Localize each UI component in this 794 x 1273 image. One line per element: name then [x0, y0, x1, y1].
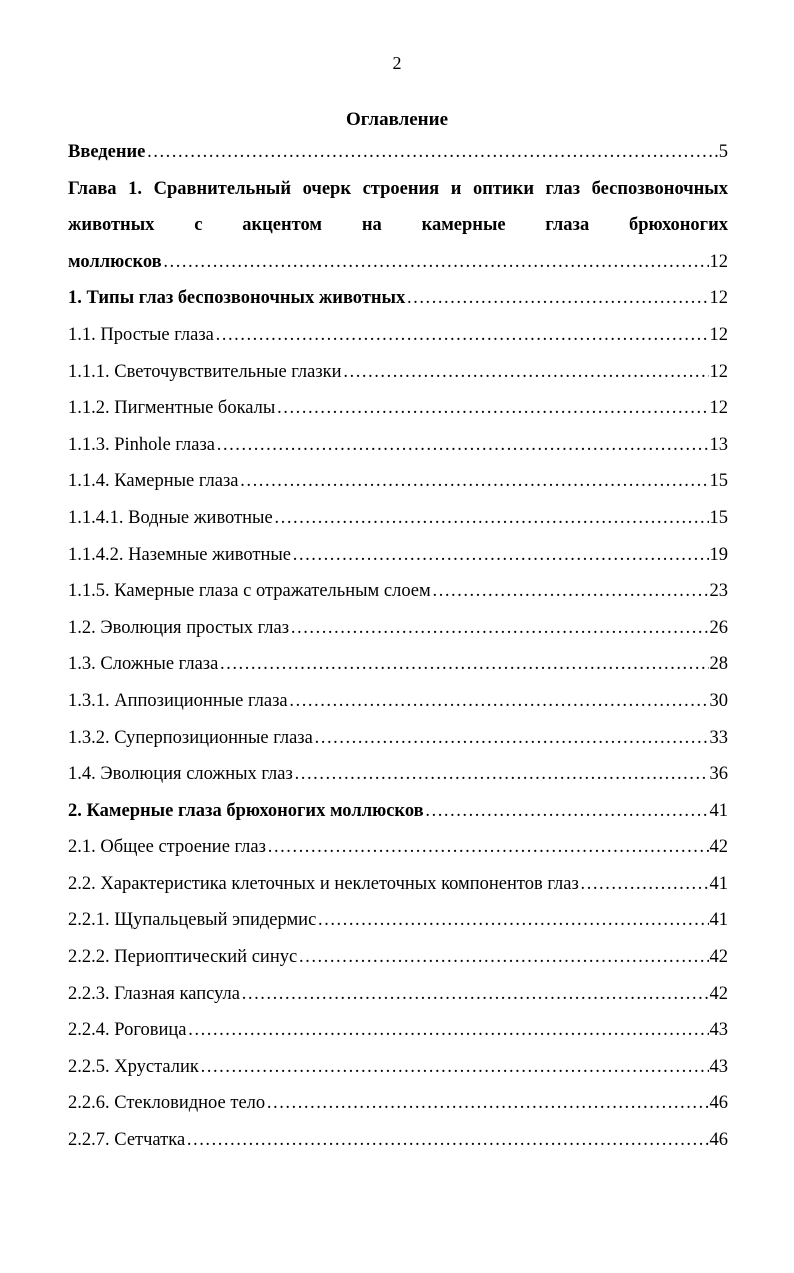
toc-leader-dots [240, 463, 709, 500]
toc-entry-page: 46 [709, 1093, 728, 1114]
toc-chapter-1-word: животных [68, 215, 155, 236]
toc-entry[interactable] [68, 463, 728, 500]
toc-entry-title: 2.2. Характеристика клеточных и неклеточных компонентов глаз [68, 873, 579, 894]
toc-entry-page: 12 [709, 251, 728, 272]
toc-entry-page: 41 [709, 800, 728, 821]
toc-entry-page: 15 [709, 507, 728, 528]
toc-leader-dots [266, 1085, 708, 1122]
toc-entry-page: 12 [709, 398, 728, 419]
toc-entry[interactable] [68, 500, 728, 537]
toc-chapter-1-word: брюхоногих [629, 215, 728, 236]
toc-entry[interactable] [68, 646, 728, 683]
toc-entry-page: 12 [709, 361, 728, 382]
toc-entry-title: 1.1. Простые глаза [68, 324, 214, 345]
toc-entry-page: 41 [709, 910, 728, 931]
toc-entry-title: 1.1.4. Камерные глаза [68, 471, 239, 492]
toc-entry-page: 41 [709, 873, 728, 894]
toc-chapter-1-word: акцентом [242, 215, 323, 236]
toc-chapter-1-line-3[interactable] [68, 244, 728, 281]
toc-entry-title: 1.1.1. Светочувствительные глазки [68, 361, 342, 382]
toc-entry-title: 1.2. Эволюция простых глаз [68, 617, 290, 638]
toc-entry-title: 2. Камерные глаза брюхоногих моллюсков [68, 800, 424, 821]
toc-entry[interactable] [68, 793, 728, 830]
toc-leader-dots [215, 317, 709, 354]
toc-leader-dots [187, 1012, 708, 1049]
toc-leader-dots [146, 134, 713, 171]
toc-leader-dots [425, 793, 709, 830]
toc-entry-page: 36 [709, 764, 728, 785]
toc-entry[interactable] [68, 427, 728, 464]
toc-entry-title: 2.2.3. Глазная капсула [68, 983, 240, 1004]
toc-entry-page: 30 [709, 690, 728, 711]
toc-entry[interactable] [68, 902, 728, 939]
toc-entry[interactable] [68, 683, 728, 720]
table-of-contents [68, 134, 728, 1159]
toc-entry-page: 12 [709, 288, 728, 309]
toc-entry-page: 23 [709, 581, 728, 602]
toc-entry-page: .5 [714, 142, 728, 162]
toc-entry-title: 1.3. Сложные глаза [68, 654, 219, 675]
toc-leader-dots [343, 354, 709, 391]
toc-entry-title: 1.3.1. Аппозиционные глаза [68, 690, 288, 711]
toc-chapter-1-word: глаза [545, 215, 590, 236]
toc-entry[interactable] [68, 1122, 728, 1159]
toc-entry-title: 2.2.5. Хрусталик [68, 1056, 199, 1077]
toc-leader-dots [267, 829, 709, 866]
toc-entry-page: 26 [709, 617, 728, 638]
toc-entry[interactable] [68, 354, 728, 391]
toc-leader-dots [406, 280, 708, 317]
toc-leader-dots [298, 939, 708, 976]
toc-chapter-1-word: с [194, 215, 203, 236]
toc-leader-dots [317, 902, 708, 939]
toc-leader-dots [276, 390, 708, 427]
toc-leader-dots [580, 866, 709, 903]
toc-entry-page: 42 [709, 947, 728, 968]
toc-entry[interactable] [68, 976, 728, 1013]
toc-entry[interactable] [68, 1085, 728, 1122]
toc-leader-dots [294, 756, 709, 793]
toc-entry-page: 28 [709, 654, 728, 675]
toc-entry[interactable] [68, 756, 728, 793]
toc-entry-title: 2.2.4. Роговица [68, 1020, 187, 1041]
page-number: 2 [392, 53, 402, 73]
toc-entry-page: 15 [709, 471, 728, 492]
toc-entry-title: моллюсков [68, 251, 162, 272]
toc-leader-dots [292, 537, 708, 574]
toc-entry-title: Введение [68, 142, 146, 162]
toc-entry-page: 13 [709, 434, 728, 455]
toc-entry-title: 2.2.2. Периоптический синус [68, 947, 298, 968]
toc-entry[interactable] [68, 573, 728, 610]
toc-leader-dots [241, 976, 709, 1013]
toc-chapter-1-line-2[interactable] [68, 207, 728, 244]
toc-entry[interactable] [68, 939, 728, 976]
toc-entry-introduction[interactable] [68, 134, 728, 171]
toc-entry[interactable] [68, 280, 728, 317]
toc-entry[interactable] [68, 610, 728, 647]
toc-entry-list [68, 280, 728, 1158]
toc-entry[interactable] [68, 829, 728, 866]
toc-leader-dots [216, 427, 708, 464]
toc-entry[interactable] [68, 1049, 728, 1086]
toc-entry[interactable] [68, 390, 728, 427]
toc-entry-title: 1.4. Эволюция сложных глаз [68, 764, 293, 785]
toc-entry-title: 1. Типы глаз беспозвоночных животных [68, 288, 406, 309]
toc-chapter-1-word: на [361, 215, 382, 236]
toc-entry[interactable] [68, 537, 728, 574]
toc-leader-dots [219, 646, 708, 683]
toc-leader-dots [186, 1122, 708, 1159]
toc-entry-page: 33 [709, 727, 728, 748]
toc-chapter-1-line-1[interactable]: Глава 1. Сравнительный очерк строения и оптики глаз беспозвоночных [68, 178, 728, 199]
toc-entry-title: 2.2.6. Стекловидное тело [68, 1093, 266, 1114]
toc-entry-title: 1.1.5. Камерные глаза с отражательным слоем [68, 581, 431, 602]
toc-leader-dots [163, 244, 709, 281]
toc-entry-title: 1.1.4.2. Наземные животные [68, 544, 292, 565]
toc-entry-page: 19 [709, 544, 728, 565]
toc-title: Оглавление [345, 109, 449, 130]
toc-entry-title: 1.3.2. Суперпозиционные глаза [68, 727, 313, 748]
toc-entry[interactable] [68, 866, 728, 903]
toc-leader-dots [200, 1049, 709, 1086]
toc-entry-title: 2.2.1. Щупальцевый эпидермис [68, 910, 317, 931]
toc-leader-dots [314, 720, 709, 757]
toc-entry[interactable] [68, 720, 728, 757]
toc-leader-dots [274, 500, 709, 537]
toc-entry-page: 42 [709, 983, 728, 1004]
toc-entry-title: 1.1.3. Pinhole глаза [68, 434, 216, 455]
toc-entry-title: 1.1.2. Пигментные бокалы [68, 398, 276, 419]
toc-leader-dots [432, 573, 709, 610]
toc-leader-dots [290, 610, 708, 647]
toc-entry-title: 2.2.7. Сетчатка [68, 1130, 186, 1151]
toc-chapter-1-word: камерные [421, 215, 506, 236]
toc-entry-page: 43 [709, 1020, 728, 1041]
toc-entry-page: 46 [709, 1130, 728, 1151]
toc-entry[interactable] [68, 1012, 728, 1049]
toc-entry-page: 42 [709, 837, 728, 858]
toc-entry-page: 43 [709, 1056, 728, 1077]
toc-entry[interactable] [68, 317, 728, 354]
toc-entry-page: 12 [709, 324, 728, 345]
toc-leader-dots [289, 683, 709, 720]
toc-entry-title: 1.1.4.1. Водные животные [68, 507, 273, 528]
toc-entry-title: 2.1. Общее строение глаз [68, 837, 266, 858]
